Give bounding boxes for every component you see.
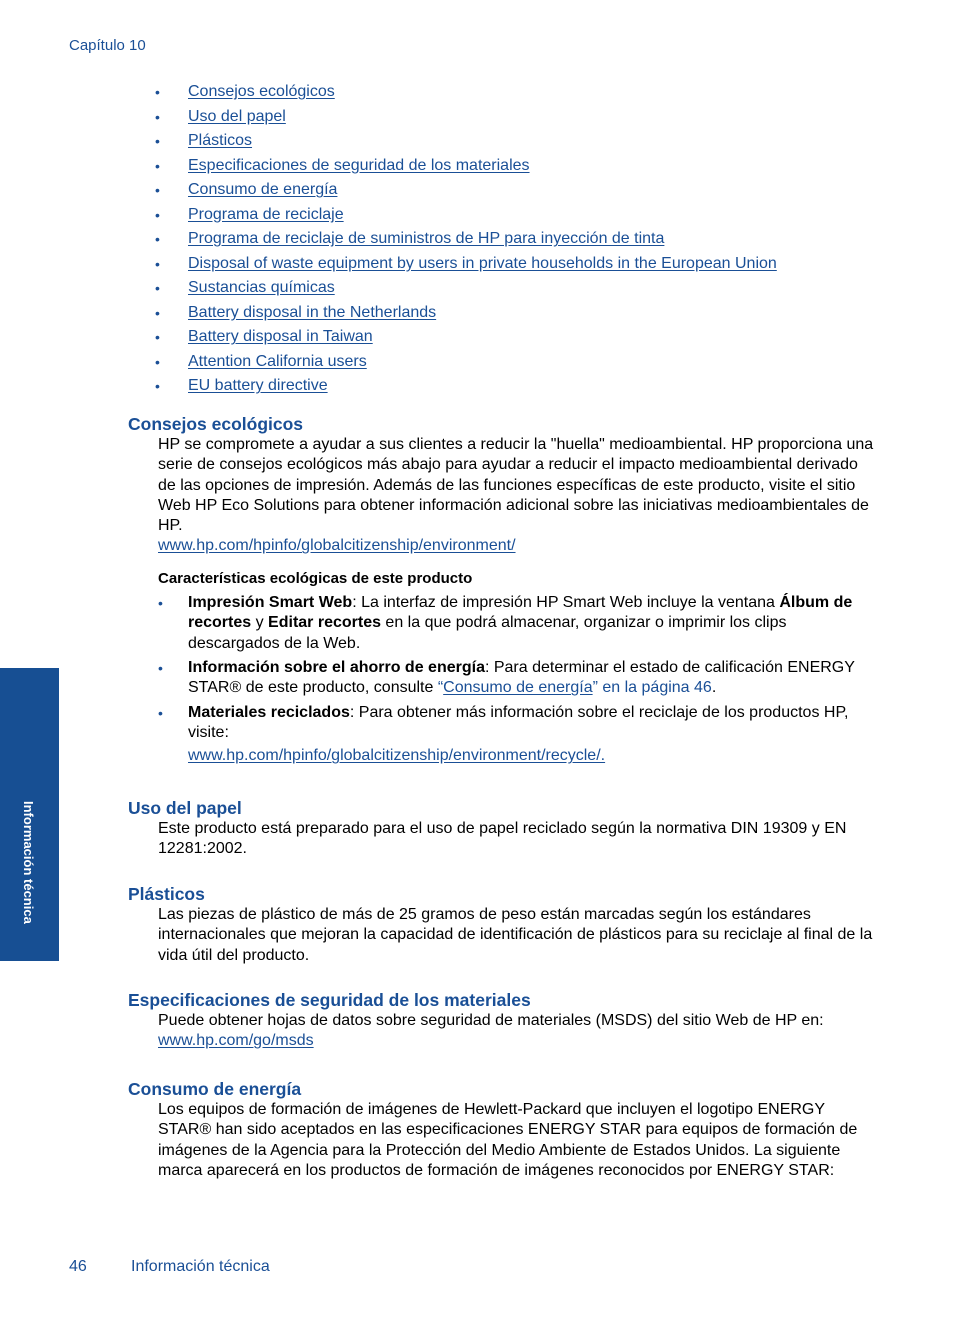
toc-link-battery-netherlands[interactable]: Battery disposal in the Netherlands (188, 303, 437, 321)
section-seguridad (128, 989, 874, 1052)
text: : Para determinar el estado de calificación ENERGY STAR® de este producto, consulte (188, 658, 855, 697)
toc-item (155, 129, 777, 154)
toc-link-reciclaje[interactable]: Programa de reciclaje (188, 205, 344, 223)
bold-term: Álbum de recortes (188, 594, 853, 632)
bullet-icon: • (155, 378, 160, 394)
text: y (251, 614, 269, 632)
toc-item (155, 374, 777, 399)
toc-link-battery-taiwan[interactable]: Battery disposal in Taiwan (188, 328, 373, 345)
page-reference: ” en la página 46 (592, 679, 712, 697)
bullet-icon: • (158, 659, 163, 676)
bold-term: Materiales reciclados (188, 703, 350, 721)
feature-item (158, 658, 874, 699)
toc-item (155, 154, 777, 179)
toc-item (155, 301, 777, 326)
environment-link[interactable]: www.hp.com/hpinfo/globalcitizenship/environment/ (158, 537, 516, 555)
paragraph: Puede obtener hojas de datos sobre seguridad de materiales (MSDS) del sitio Web de HP en: (158, 1012, 824, 1029)
paragraph: Las piezas de plástico de más de 25 gramos de peso están marcadas según los estándares internacionales que mejoran la capacidad de identificación de plásticos para su reciclaje al final de la vida útil del producto. (158, 906, 873, 964)
side-chapter-tab (0, 668, 59, 961)
bullet-icon: • (155, 157, 160, 174)
toc-link-california[interactable]: Attention California users (188, 352, 367, 370)
page-number: 46 (69, 1258, 87, 1275)
toc-item (155, 203, 777, 228)
msds-link[interactable]: www.hp.com/go/msds (158, 1032, 314, 1050)
features-list (158, 593, 874, 766)
toc-item (155, 252, 777, 277)
bullet-icon: • (155, 255, 160, 272)
toc-item (155, 178, 777, 203)
bullet-icon: • (155, 182, 160, 198)
section-title: Consumo de energía (128, 1079, 302, 1099)
bold-term: Información sobre el ahorro de energía (188, 658, 485, 676)
page-footer (69, 1258, 270, 1276)
paragraph: HP se compromete a ayudar a sus clientes a reducir la "huella" medioambiental. HP proporciona una serie de consejos ecológicos más abajo para ayudar a reducir el impacto medioambiental derivado de las opciones de impresión. Además de las funciones específicas de este producto, visite el sitio Web HP Eco Solutions para obtener información adicional sobre las iniciativas medioambientales de HP. (158, 436, 874, 535)
text: . (711, 679, 717, 697)
bullet-icon: • (155, 280, 160, 296)
bullet-icon: • (155, 304, 160, 321)
toc-link-seguridad[interactable]: Especificaciones de seguridad de los materiales (188, 156, 530, 174)
energia-crossref-link[interactable]: Consumo de energía (443, 679, 593, 697)
section-title: Consejos ecológicos (128, 414, 304, 434)
table-of-contents (155, 80, 777, 399)
toc-item (155, 276, 777, 301)
toc-link-eu-battery[interactable]: EU battery directive (188, 377, 328, 394)
bullet-icon: • (155, 84, 160, 100)
footer-section: Información técnica (131, 1258, 270, 1275)
bold-term: Editar recortes (268, 614, 381, 632)
toc-item (155, 325, 777, 350)
bullet-icon: • (155, 231, 160, 247)
toc-item (155, 227, 777, 252)
toc-item (155, 80, 777, 105)
toc-item (155, 105, 777, 130)
paragraph: Los equipos de formación de imágenes de Hewlett-Packard que incluyen el logotipo ENERGY STAR® han sido aceptados en las especificaciones ENERGY STAR para equipos de formación de imágenes de la Agencia para la Protección del Medio Ambiente de Estados Unidos. La siguiente marca aparecerá en los productos de formación de imágenes reconocidos por ENERGY STAR: (158, 1101, 858, 1179)
text: en la que podrá almacenar, organizar o imprimir los clips descargados de la Web. (188, 614, 787, 652)
bullet-icon: • (155, 353, 160, 370)
section-title: Especificaciones de seguridad de los materiales (128, 990, 531, 1010)
features-heading: Características ecológicas de este producto (158, 569, 473, 587)
chapter-header: Capítulo 10 (69, 37, 146, 54)
toc-link-energia[interactable]: Consumo de energía (188, 181, 338, 198)
toc-link-disposal-eu[interactable]: Disposal of waste equipment by users in private households in the European Union (188, 254, 777, 272)
text: : La interfaz de impresión HP Smart Web incluye la ventana (352, 594, 780, 612)
paragraph: Este producto está preparado para el uso de papel reciclado según la normativa DIN 19309 y EN 12281:2002. (158, 820, 847, 858)
section-energia (128, 1078, 874, 1181)
toc-link-consejos[interactable]: Consejos ecológicos (188, 83, 335, 100)
section-title: Plásticos (128, 884, 205, 904)
toc-link-sustancias[interactable]: Sustancias químicas (188, 279, 335, 296)
text: : Para obtener más información sobre el reciclaje de los productos HP, visite: (188, 703, 849, 741)
side-tab-label: Información técnica (21, 801, 36, 924)
bullet-icon: • (158, 704, 163, 721)
section-papel (128, 797, 874, 860)
toc-item (155, 350, 777, 375)
bullet-icon: • (155, 206, 160, 223)
toc-link-plasticos[interactable]: Plásticos (188, 132, 253, 149)
recycle-link[interactable]: www.hp.com/hpinfo/globalcitizenship/environment/recycle/. (188, 747, 606, 765)
section-title: Uso del papel (128, 798, 242, 818)
section-plasticos (128, 883, 874, 966)
feature-item (158, 593, 874, 654)
bullet-icon: • (155, 329, 160, 345)
section-consejos (128, 413, 874, 766)
toc-link-papel[interactable]: Uso del papel (188, 107, 286, 125)
bold-term: Impresión Smart Web (188, 594, 353, 612)
bullet-icon: • (155, 133, 160, 149)
toc-link-reciclaje-suministros[interactable]: Programa de reciclaje de suministros de HP para inyección de tinta (188, 230, 665, 247)
feature-item (158, 703, 874, 767)
bullet-icon: • (155, 108, 160, 125)
bullet-icon: • (158, 595, 163, 612)
text: “ (437, 679, 444, 697)
